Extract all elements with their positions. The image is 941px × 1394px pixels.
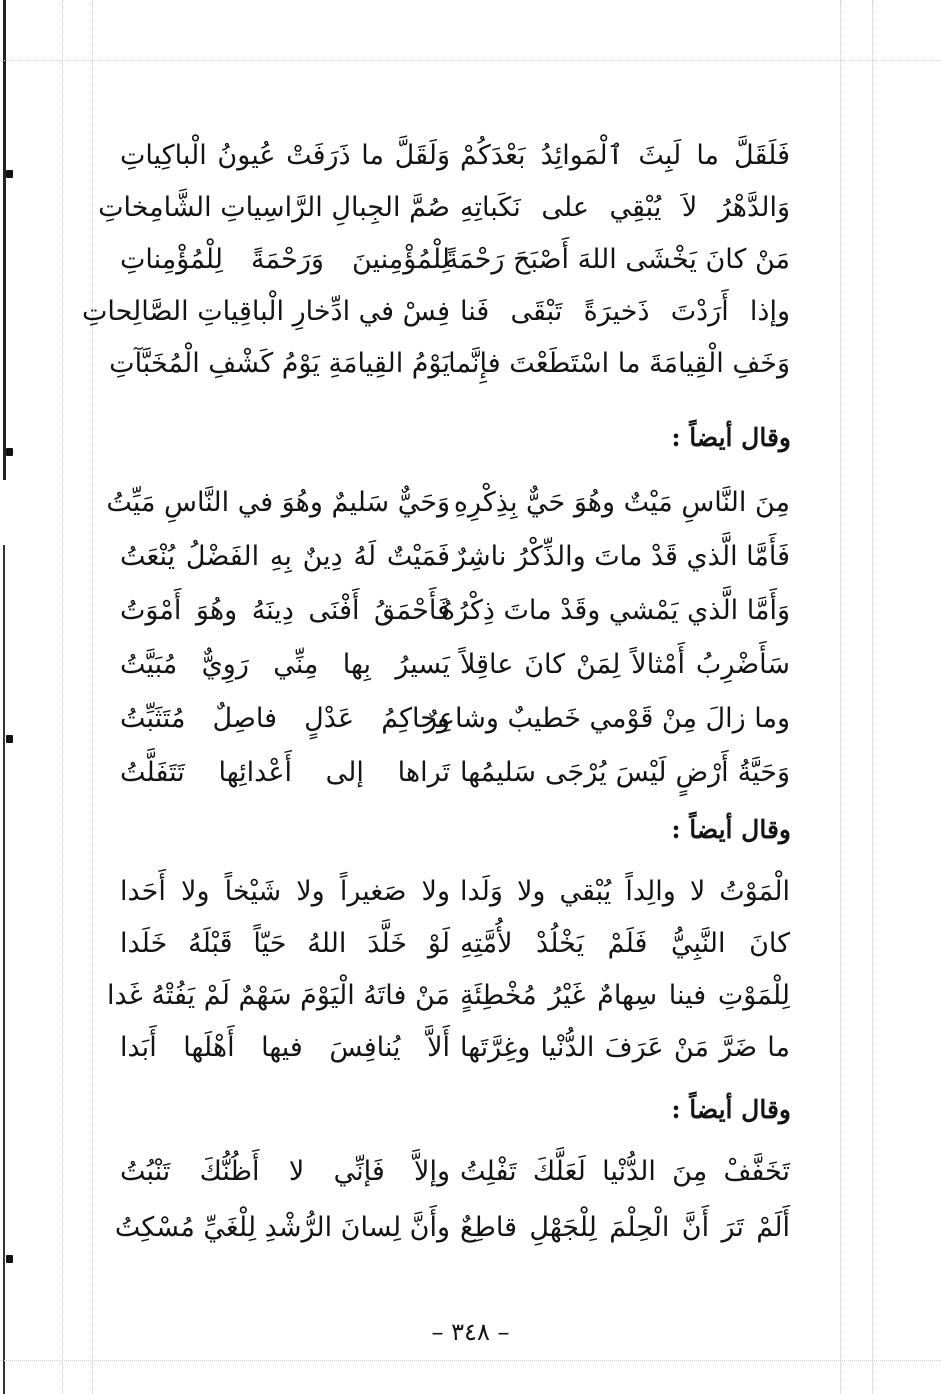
verse	[106, 476, 790, 530]
scan-guide-line	[840, 0, 841, 1394]
binding-edge	[3, 0, 6, 480]
hemistich-right: لِلْمَوْتِ فينا سِهامٌ غَيْرُ مُخْطِئَةٍ	[460, 980, 790, 1011]
verse	[81, 286, 790, 338]
hemistich-right: وَالدَّهْرُ لاَ يُبْقِي على نَكَباتِهِ	[460, 192, 790, 223]
binding-mark	[6, 448, 13, 456]
verse	[107, 970, 790, 1022]
hemistich-right: مِنَ النَّاسِ مَيْتٌ وهُوَ حَيٌّ بِذِكْرِهِ	[453, 487, 790, 518]
hemistich-right: فَلَقَلَّ ما لَبِثَ ٱلْمَوائِدُ بَعْدَكُمْ	[460, 140, 790, 171]
verse	[120, 638, 790, 692]
verse	[120, 866, 790, 918]
hemistich-right: وَأَمَّا الَّذي يَمْشي وقَدْ ماتَ ذِكْرُهُ	[440, 595, 790, 626]
hemistich-right: وإذا أَرَدْتَ ذَخيرَةً تَبْقَى فَنا	[460, 296, 790, 327]
verse	[120, 692, 790, 746]
poem-heading: وقال أيضاً :	[671, 423, 791, 452]
verse	[109, 338, 790, 390]
poem-heading: وقال أيضاً :	[671, 815, 791, 844]
scan-guide-line	[62, 0, 63, 1394]
hemistich-left: ولا صَغيراً ولا شَيْخاً ولا أَحَدا	[120, 876, 450, 907]
stanza-2	[106, 476, 790, 800]
hemistich-left: وَلَقَلَّ ما ذَرَفَتْ عُيونُ الْباكِياتِ	[120, 140, 450, 171]
hemistich-left: فَأَحْمَقُ أَفْنَى دِينَهُ وهُوَ أَمْوَتُ	[120, 595, 450, 626]
stanza-3	[107, 866, 790, 1074]
hemistich-right: وما زالَ مِنْ قَوْمي خَطيبٌ وشاعِرٌ	[423, 703, 790, 734]
hemistich-right: تَخَفَّفْ مِنَ الدُّنْيا لَعَلَّكَ تَفْلِتُ	[460, 1156, 790, 1187]
verse	[120, 530, 790, 584]
verse	[120, 234, 790, 286]
verse	[120, 1022, 790, 1074]
verse	[98, 182, 790, 234]
hemistich-right: وَحَيَّةُ أَرْضٍ لَيْسَ يُرْجَى سَليمُها	[460, 757, 790, 788]
hemistich-left: وإلاَّ فَإنِّي لا أَظُنُّكَ تَنْبُتُ	[120, 1156, 450, 1187]
hemistich-right: سَأَضْرِبُ أَمْثالاً لِمَنْ كانَ عاقِلاً	[460, 649, 790, 680]
hemistich-left: لَوْ خَلَّدَ اللهُ حَيّاً قَبْلَهُ خَلَدا	[120, 928, 450, 959]
hemistich-right: مَنْ كانَ يَخْشَى اللهَ أَصْبَحَ رَحْمَةً	[444, 244, 790, 275]
hemistich-left: وحاكِمُ عَدْلٍ فاصِلٌ مُتَثَبِّتُ	[120, 703, 450, 734]
hemistich-left: صُمَّ الجِبالِ الرَّاسِياتِ الشَّامِخاتِ	[98, 192, 450, 223]
binding-edge-lower	[3, 545, 5, 1394]
verse	[114, 1200, 790, 1256]
binding-mark	[6, 1255, 13, 1263]
poem-heading: وقال أيضاً :	[671, 1095, 791, 1124]
hemistich-right: الْمَوْتُ لا والِداً يُبْقي ولا وَلَدا	[460, 876, 790, 907]
hemistich-left: مَنْ فاتَهُ الْيَوْمَ سَهْمٌ لَمْ يَفُتْهُ غَدا	[107, 980, 450, 1011]
verse	[120, 746, 790, 800]
hemistich-left: يَسيرُ بِها مِنِّي رَوِيٌّ مُبَيَّتُ	[120, 649, 450, 680]
binding-mark	[6, 170, 13, 178]
hemistich-left: فَمَيْتٌ لَهُ دِينٌ بِهِ الفَضْلُ يُنْعَتُ	[120, 541, 450, 572]
stanza-4	[114, 1144, 790, 1256]
hemistich-right: أَلَمْ تَرَ أَنَّ الْحِلْمَ لِلْجَهْلِ قاطِعٌ	[460, 1212, 790, 1243]
hemistich-left: لِلْمُؤْمِنينَ وَرَحْمَةً لِلْمُؤْمِناتِ	[120, 244, 450, 275]
verse	[120, 1144, 790, 1200]
hemistich-left: وأَنَّ لِسانَ الرُّشْدِ لِلْغَيِّ مُسْكِتُ	[114, 1212, 450, 1243]
scan-guide-line	[0, 1360, 941, 1361]
verse	[120, 584, 790, 638]
hemistich-right: كانَ النَّبِيُّ فَلَمْ يَخْلُدْ لأُمَّتِهِ	[460, 928, 790, 959]
hemistich-left: يَوْمُ القِيامَةِ يَوْمُ كَشْفِ الْمُخَبَّآتِ	[109, 348, 450, 379]
scan-guide-line	[0, 60, 941, 61]
page-number: – ٣٤٨ –	[431, 1318, 510, 1346]
hemistich-left: وَحَيٌّ سَليمٌ وهُوَ في النَّاسِ مَيِّتُ	[106, 487, 450, 518]
scan-guide-line	[92, 0, 93, 1394]
hemistich-left: فِسْ في ادِّخارِ الْباقِياتِ الصَّالِحاتِ	[81, 296, 450, 327]
binding-mark	[6, 735, 13, 743]
stanza-1	[81, 130, 790, 390]
scan-guide-line	[872, 0, 873, 1394]
hemistich-right: ما ضَرَّ مَنْ عَرَفَ الدُّنْيا وغِرَّتَها	[460, 1032, 790, 1063]
verse	[120, 918, 790, 970]
verse	[120, 130, 790, 182]
hemistich-right: وَخَفِ الْقِيامَةَ ما اسْتَطَعْتَ فإِنَّما	[448, 348, 790, 379]
hemistich-right: فَأَمَّا الَّذي قَدْ ماتَ والذِّكْرُ ناشِرٌ	[453, 541, 790, 572]
hemistich-left: تَراها إلى أَعْدائِها تَتَفَلَّتُ	[120, 757, 450, 788]
hemistich-left: أَلاَّ يُنافِسَ فيها أَهْلَها أَبَدا	[120, 1032, 450, 1063]
